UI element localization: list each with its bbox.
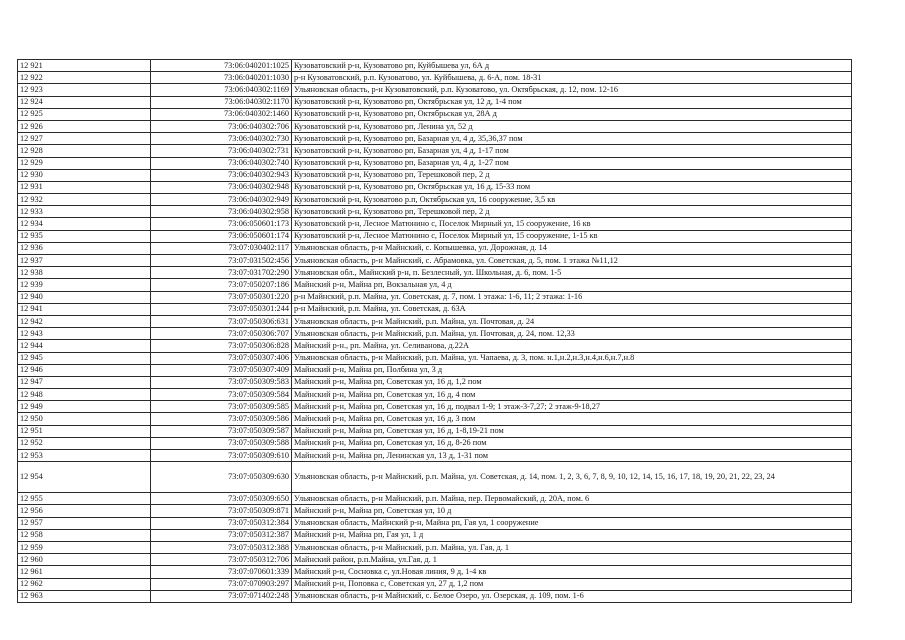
cadastral-number-cell: 73:07:050312:384 <box>151 517 292 529</box>
row-number-cell: 12 935 <box>18 230 151 242</box>
cadastral-number-cell: 73:07:050309:610 <box>151 450 292 462</box>
registry-table-body <box>18 60 852 603</box>
table-row <box>18 505 852 517</box>
registry-table <box>17 59 852 603</box>
table-row <box>18 413 852 425</box>
row-number-cell: 12 923 <box>18 84 151 96</box>
table-row <box>18 401 852 413</box>
row-number-cell: 12 963 <box>18 590 151 602</box>
table-row <box>18 315 852 327</box>
address-cell: Кузоватовский р-н, Лесное Матюнино с, Поселок Мирный ул, 15 сооружение, 16 кв <box>292 218 852 230</box>
table-row <box>18 60 852 72</box>
address-cell: Кузоватовский р-н, Кузоватово рп, Октябрьская ул, 12 д, 1-4 пом <box>292 96 852 108</box>
address-cell: Кузоватовский р-н, Кузоватово рп, Базарная ул, 4 д, 35,36,37 пом <box>292 133 852 145</box>
address-cell: Майнский р-н, Майна рп, Советская ул, 16 д, 4 пом <box>292 389 852 401</box>
row-number-cell: 12 962 <box>18 578 151 590</box>
address-cell: Майнский р-н, Майна рп, Советская ул, 16 д, 8-26 пом <box>292 437 852 449</box>
table-row <box>18 255 852 267</box>
table-row <box>18 376 852 388</box>
cadastral-number-cell: 73:06:040302:731 <box>151 145 292 157</box>
row-number-cell: 12 930 <box>18 169 151 181</box>
row-number-cell: 12 925 <box>18 108 151 120</box>
cadastral-number-cell: 73:06:040302:740 <box>151 157 292 169</box>
cadastral-number-cell: 73:07:071402:248 <box>151 590 292 602</box>
address-cell: Кузоватовский р-н, Лесное Матюнино с, Поселок Мирный ул, 15 сооружение, 1-15 кв <box>292 230 852 242</box>
row-number-cell: 12 928 <box>18 145 151 157</box>
table-row <box>18 328 852 340</box>
row-number-cell: 12 941 <box>18 303 151 315</box>
address-cell: Ульяновская область, р-н Кузоватовский, р.п. Кузоватово, ул. Октябрьская, д. 12, пом. 12-16 <box>292 84 852 96</box>
table-row <box>18 450 852 462</box>
address-cell: Кузоватовский р-н, Кузоватово рп, Базарная ул, 4 д, 1-17 пом <box>292 145 852 157</box>
table-row <box>18 181 852 193</box>
table-row <box>18 230 852 242</box>
address-cell: Ульяновская обл., Майнский р-н, п. Безлесный, ул. Школьная, д. 6, пом. 1-5 <box>292 267 852 279</box>
cadastral-number-cell: 73:06:040302:706 <box>151 120 292 132</box>
cadastral-number-cell: 73:07:050301:244 <box>151 303 292 315</box>
row-number-cell: 12 939 <box>18 279 151 291</box>
row-number-cell: 12 936 <box>18 242 151 254</box>
cadastral-number-cell: 73:06:040302:1169 <box>151 84 292 96</box>
table-row <box>18 437 852 449</box>
row-number-cell: 12 954 <box>18 462 151 493</box>
address-cell: Кузоватовский р-н, Кузоватово рп, Терешковой пер, 2 д <box>292 206 852 218</box>
cadastral-number-cell: 73:07:050207:186 <box>151 279 292 291</box>
row-number-cell: 12 932 <box>18 194 151 206</box>
table-row <box>18 541 852 553</box>
row-number-cell: 12 946 <box>18 364 151 376</box>
cadastral-number-cell: 73:07:050309:650 <box>151 493 292 505</box>
row-number-cell: 12 955 <box>18 493 151 505</box>
cadastral-number-cell: 73:07:050309:585 <box>151 401 292 413</box>
row-number-cell: 12 927 <box>18 133 151 145</box>
address-cell: Ульяновская область, р-н Майнский, р.п. Майна, ул. Советская, д. 14, пом. 1, 2, 3, 6, 7, 8, 9, 10, 12, 14, 15, 16, 17, 18, 19, 20, 21, 22, 23, 24 <box>292 462 852 493</box>
row-number-cell: 12 929 <box>18 157 151 169</box>
table-row <box>18 157 852 169</box>
cadastral-number-cell: 73:07:031502:456 <box>151 255 292 267</box>
cadastral-number-cell: 73:07:031702:290 <box>151 267 292 279</box>
address-cell: Майнский р-н, Майна рп, Гая ул, 1 д <box>292 529 852 541</box>
cadastral-number-cell: 73:06:040302:943 <box>151 169 292 181</box>
cadastral-number-cell: 73:07:050309:587 <box>151 425 292 437</box>
table-row <box>18 194 852 206</box>
cadastral-number-cell: 73:07:050309:586 <box>151 413 292 425</box>
cadastral-number-cell: 73:06:040302:1170 <box>151 96 292 108</box>
row-number-cell: 12 942 <box>18 315 151 327</box>
address-cell: Кузоватовский р-н, Кузоватово р.п, Октябрьская ул, 16 сооружение, 3,5 кв <box>292 194 852 206</box>
row-number-cell: 12 959 <box>18 541 151 553</box>
table-row <box>18 590 852 602</box>
address-cell: Кузоватовский р-н, Кузоватово рп, Ленина ул, 52 д <box>292 120 852 132</box>
address-cell: Майнский р-н, Майна рп, Советская ул, 16 д, 3 пом <box>292 413 852 425</box>
table-row <box>18 566 852 578</box>
row-number-cell: 12 934 <box>18 218 151 230</box>
table-row <box>18 218 852 230</box>
row-number-cell: 12 924 <box>18 96 151 108</box>
table-row <box>18 352 852 364</box>
row-number-cell: 12 921 <box>18 60 151 72</box>
cadastral-number-cell: 73:07:050309:584 <box>151 389 292 401</box>
address-cell: Ульяновская область, Майнский р-н, Майна рп, Гая ул, 1 сооружение <box>292 517 852 529</box>
table-row <box>18 242 852 254</box>
cadastral-number-cell: 73:06:040201:1025 <box>151 60 292 72</box>
table-row <box>18 578 852 590</box>
cadastral-number-cell: 73:07:050312:387 <box>151 529 292 541</box>
row-number-cell: 12 937 <box>18 255 151 267</box>
address-cell: Майнский р-н, Майна рп, Советская ул, 10 д <box>292 505 852 517</box>
cadastral-number-cell: 73:07:050306:828 <box>151 340 292 352</box>
address-cell: Ульяновская область, р-н Майнский, р.п. Майна, ул. Чапаева, д. 3, пом. н.1,н.2,н.3,н.4,н.6,н.7,н.8 <box>292 352 852 364</box>
row-number-cell: 12 950 <box>18 413 151 425</box>
cadastral-number-cell: 73:06:040302:1460 <box>151 108 292 120</box>
row-number-cell: 12 960 <box>18 554 151 566</box>
row-number-cell: 12 933 <box>18 206 151 218</box>
row-number-cell: 12 938 <box>18 267 151 279</box>
row-number-cell: 12 944 <box>18 340 151 352</box>
cadastral-number-cell: 73:06:040302:949 <box>151 194 292 206</box>
row-number-cell: 12 943 <box>18 328 151 340</box>
row-number-cell: 12 953 <box>18 450 151 462</box>
table-row <box>18 517 852 529</box>
row-number-cell: 12 940 <box>18 291 151 303</box>
address-cell: р-н Кузоватовский, р.п. Кузоватово, ул. Куйбышева, д. 6-А, пом. 18-31 <box>292 72 852 84</box>
table-row <box>18 169 852 181</box>
cadastral-number-cell: 73:07:070903:297 <box>151 578 292 590</box>
row-number-cell: 12 958 <box>18 529 151 541</box>
row-number-cell: 12 956 <box>18 505 151 517</box>
cadastral-number-cell: 73:07:050309:583 <box>151 376 292 388</box>
table-row <box>18 96 852 108</box>
address-cell: Майнский р-н, Майна рп, Полбина ул, 3 д <box>292 364 852 376</box>
address-cell: Ульяновская область, р-н Майнский, р.п. Майна, ул. Почтовая, д. 24, пом. 12,33 <box>292 328 852 340</box>
address-cell: Ульяновская область, р-н Майнский, р.п. Майна, ул. Почтовая, д. 24 <box>292 315 852 327</box>
document-page <box>17 59 852 603</box>
table-row <box>18 206 852 218</box>
address-cell: р-н Майнский, р.п. Майна, ул. Советская, д. 7, пом. 1 этажа: 1-6, 11; 2 этажа: 1-16 <box>292 291 852 303</box>
row-number-cell: 12 952 <box>18 437 151 449</box>
cadastral-number-cell: 73:06:040302:730 <box>151 133 292 145</box>
address-cell: Майнский р-н., рп. Майна, ул. Селиванова, д.22А <box>292 340 852 352</box>
address-cell: Кузоватовский р-н, Кузоватово рп, Терешковой пер, 2 д <box>292 169 852 181</box>
cadastral-number-cell: 73:06:050601:173 <box>151 218 292 230</box>
row-number-cell: 12 947 <box>18 376 151 388</box>
address-cell: Кузоватовский р-н, Кузоватово рп, Куйбышева ул, 6А д <box>292 60 852 72</box>
table-row <box>18 340 852 352</box>
table-row <box>18 279 852 291</box>
row-number-cell: 12 922 <box>18 72 151 84</box>
row-number-cell: 12 926 <box>18 120 151 132</box>
address-cell: Майнский р-н, Майна рп, Советская ул, 16 д, подвал 1-9; 1 этаж-3-7,27; 2 этаж-9-18,27 <box>292 401 852 413</box>
row-number-cell: 12 949 <box>18 401 151 413</box>
table-row <box>18 267 852 279</box>
table-row <box>18 84 852 96</box>
cadastral-number-cell: 73:06:040201:1030 <box>151 72 292 84</box>
cadastral-number-cell: 73:07:050306:631 <box>151 315 292 327</box>
address-cell: Ульяновская область, р-н Майнский, с. Копышевка, ул. Дорожная, д. 14 <box>292 242 852 254</box>
row-number-cell: 12 945 <box>18 352 151 364</box>
table-row <box>18 120 852 132</box>
table-row <box>18 389 852 401</box>
cadastral-number-cell: 73:07:050309:588 <box>151 437 292 449</box>
cadastral-number-cell: 73:07:030402:117 <box>151 242 292 254</box>
address-cell: Кузоватовский р-н, Кузоватово рп, Базарная ул, 4 д, 1-27 пом <box>292 157 852 169</box>
table-row <box>18 554 852 566</box>
cadastral-number-cell: 73:07:050312:388 <box>151 541 292 553</box>
cadastral-number-cell: 73:07:050309:871 <box>151 505 292 517</box>
address-cell: Майнский р-н, Майна рп, Вокзальная ул, 4 д <box>292 279 852 291</box>
address-cell: Ульяновская область, р-н Майнский, с. Белое Озеро, ул. Озерская, д. 109, пом. 1-6 <box>292 590 852 602</box>
cadastral-number-cell: 73:07:050307:409 <box>151 364 292 376</box>
address-cell: Ульяновская область, р-н Майнский, р.п. Майна, ул. Гая, д. 1 <box>292 541 852 553</box>
row-number-cell: 12 957 <box>18 517 151 529</box>
address-cell: Майнский р-н, Майна рп, Советская ул, 16 д, 1,2 пом <box>292 376 852 388</box>
table-row <box>18 291 852 303</box>
table-row <box>18 303 852 315</box>
row-number-cell: 12 961 <box>18 566 151 578</box>
row-number-cell: 12 931 <box>18 181 151 193</box>
address-cell: Майнский р-н, Поповка с, Советская ул, 27 д, 1,2 пом <box>292 578 852 590</box>
row-number-cell: 12 951 <box>18 425 151 437</box>
address-cell: Ульяновская область, р-н Майнский, р.п. Майна, пер. Первомайский, д. 20А, пом. 6 <box>292 493 852 505</box>
table-row <box>18 425 852 437</box>
address-cell: Майнский р-н, Сосновка с, ул.Новая линия, 9 д, 1-4 кв <box>292 566 852 578</box>
cadastral-number-cell: 73:06:040302:958 <box>151 206 292 218</box>
cadastral-number-cell: 73:07:050301:220 <box>151 291 292 303</box>
cadastral-number-cell: 73:06:050601:174 <box>151 230 292 242</box>
address-cell: Майнский район, р.п.Майна, ул.Гая, д. 1 <box>292 554 852 566</box>
row-number-cell: 12 948 <box>18 389 151 401</box>
address-cell: Кузоватовский р-н, Кузоватово рп, Октябрьская ул, 16 д, 15-33 пом <box>292 181 852 193</box>
cadastral-number-cell: 73:07:050307:406 <box>151 352 292 364</box>
address-cell: Майнский р-н, Майна рп, Советская ул, 16 д, 1-8,19-21 пом <box>292 425 852 437</box>
cadastral-number-cell: 73:07:050309:630 <box>151 462 292 493</box>
address-cell: р-н Майнский, р.п. Майна, ул. Советская, д. 63А <box>292 303 852 315</box>
table-row <box>18 72 852 84</box>
table-row <box>18 108 852 120</box>
address-cell: Майнский р-н, Майна рп, Ленинская ул, 13 д, 1-31 пом <box>292 450 852 462</box>
cadastral-number-cell: 73:07:050312:706 <box>151 554 292 566</box>
cadastral-number-cell: 73:07:070601:339 <box>151 566 292 578</box>
table-row <box>18 364 852 376</box>
cadastral-number-cell: 73:06:040302:948 <box>151 181 292 193</box>
address-cell: Ульяновская область, р-н Майнский, с. Абрамовка, ул. Советская, д. 5, пом. 1 этажа №11,12 <box>292 255 852 267</box>
table-row <box>18 145 852 157</box>
table-row <box>18 462 852 493</box>
address-cell: Кузоватовский р-н, Кузоватово рп, Октябрьская ул, 28А д <box>292 108 852 120</box>
table-row <box>18 493 852 505</box>
cadastral-number-cell: 73:07:050306:707 <box>151 328 292 340</box>
table-row <box>18 529 852 541</box>
table-row <box>18 133 852 145</box>
